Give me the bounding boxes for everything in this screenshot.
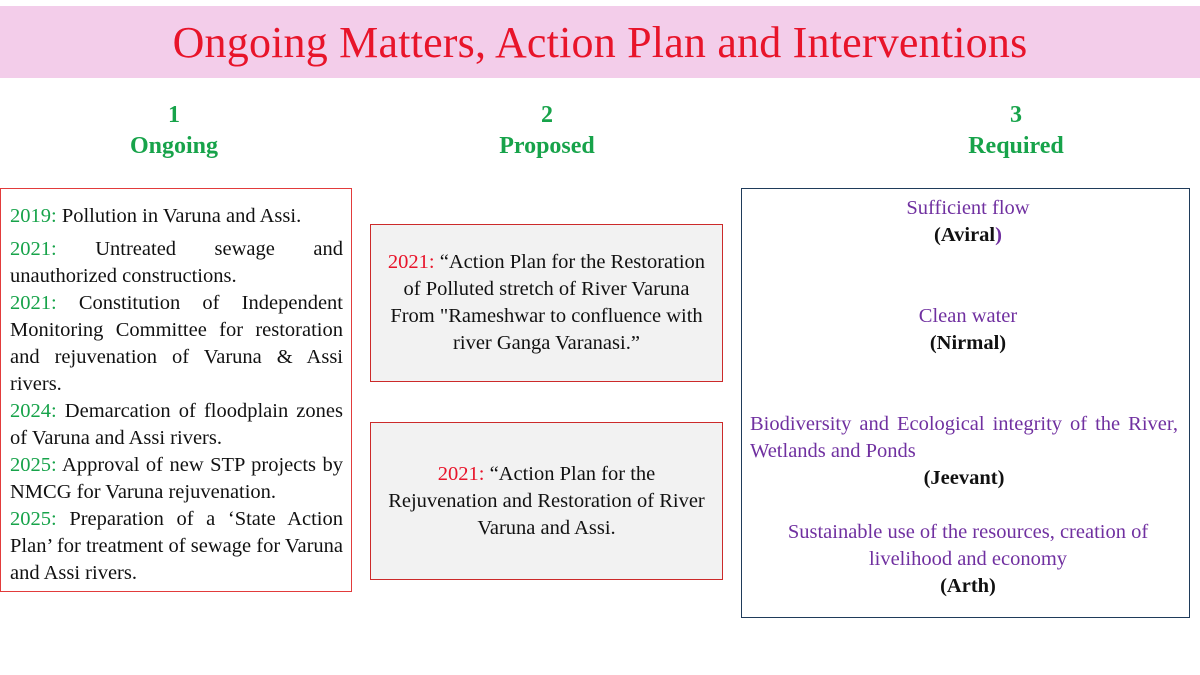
column-label: Ongoing <box>129 133 219 159</box>
column-header-required <box>866 100 1166 162</box>
required-text: Biodiversity and Ecological integrity of the River, Wetlands and Ponds <box>750 413 1178 462</box>
ongoing-item <box>10 398 343 452</box>
required-text: Clean water <box>918 305 1018 327</box>
ongoing-item <box>10 290 343 398</box>
proposed-text: “Action Plan for the Restoration of Polluted stretch of River Varuna From "Rameshwar to confluence with river Ganga Varanasi.” <box>390 251 706 354</box>
required-item-nirmal <box>748 303 1188 357</box>
required-text: Sufficient flow <box>906 197 1030 219</box>
ongoing-year: 2021: <box>10 238 57 260</box>
ongoing-text: Demarcation of floodplain zones of Varuna and Assi rivers. <box>10 400 343 449</box>
ongoing-item <box>10 452 343 506</box>
ongoing-text: Pollution in Varuna and Assi. <box>56 205 302 227</box>
required-term: (Nirmal) <box>929 332 1007 354</box>
ongoing-item <box>10 236 343 290</box>
column-label: Proposed <box>499 133 595 159</box>
required-term <box>748 222 1188 249</box>
ongoing-year: 2021: <box>10 292 57 314</box>
term-end: ) <box>995 224 1002 246</box>
proposed-item <box>381 249 712 357</box>
ongoing-text: Untreated sewage and unauthorized constructions. <box>10 238 343 287</box>
ongoing-box <box>0 188 352 592</box>
ongoing-year: 2025: <box>10 508 57 530</box>
proposed-text: “Action Plan for the Rejuvenation and Restoration of River Varuna and Assi. <box>388 462 705 539</box>
ongoing-year: 2019: <box>10 205 57 227</box>
title-bar <box>0 6 1200 78</box>
column-number: 1 <box>168 102 180 128</box>
ongoing-text: Approval of new STP projects by NMCG for Varuna rejuvenation. <box>10 454 343 503</box>
ongoing-text: Preparation of a ‘State Action Plan’ for treatment of sewage for Varuna and Assi rivers. <box>10 508 343 584</box>
required-item-aviral <box>748 195 1188 249</box>
column-label: Required <box>968 133 1064 159</box>
ongoing-year: 2025: <box>10 454 57 476</box>
page-title: Ongoing Matters, Action Plan and Interventions <box>172 17 1028 67</box>
required-term: (Arth) <box>940 575 996 597</box>
ongoing-year: 2024: <box>10 400 57 422</box>
column-header-ongoing <box>24 100 324 162</box>
required-box <box>741 188 1190 618</box>
required-text: Sustainable use of the resources, creation of livelihood and economy <box>787 521 1149 570</box>
proposed-item <box>381 461 712 542</box>
proposed-year: 2021: <box>437 462 485 485</box>
column-number: 3 <box>1010 102 1022 128</box>
term-label: (Aviral <box>934 224 996 246</box>
proposed-year: 2021: <box>387 251 435 273</box>
ongoing-item <box>10 506 343 587</box>
column-number: 2 <box>541 102 553 128</box>
required-item-arth <box>748 519 1188 600</box>
proposed-box-1 <box>370 224 723 382</box>
column-header-proposed <box>397 100 697 162</box>
ongoing-item <box>10 203 343 230</box>
proposed-box-2 <box>370 422 723 580</box>
required-term: (Jeevant) <box>923 467 1005 489</box>
required-item-jeevant <box>750 411 1178 492</box>
ongoing-text: Constitution of Independent Monitoring Committee for restoration and rejuvenation of Varuna & Assi rivers. <box>10 292 343 395</box>
